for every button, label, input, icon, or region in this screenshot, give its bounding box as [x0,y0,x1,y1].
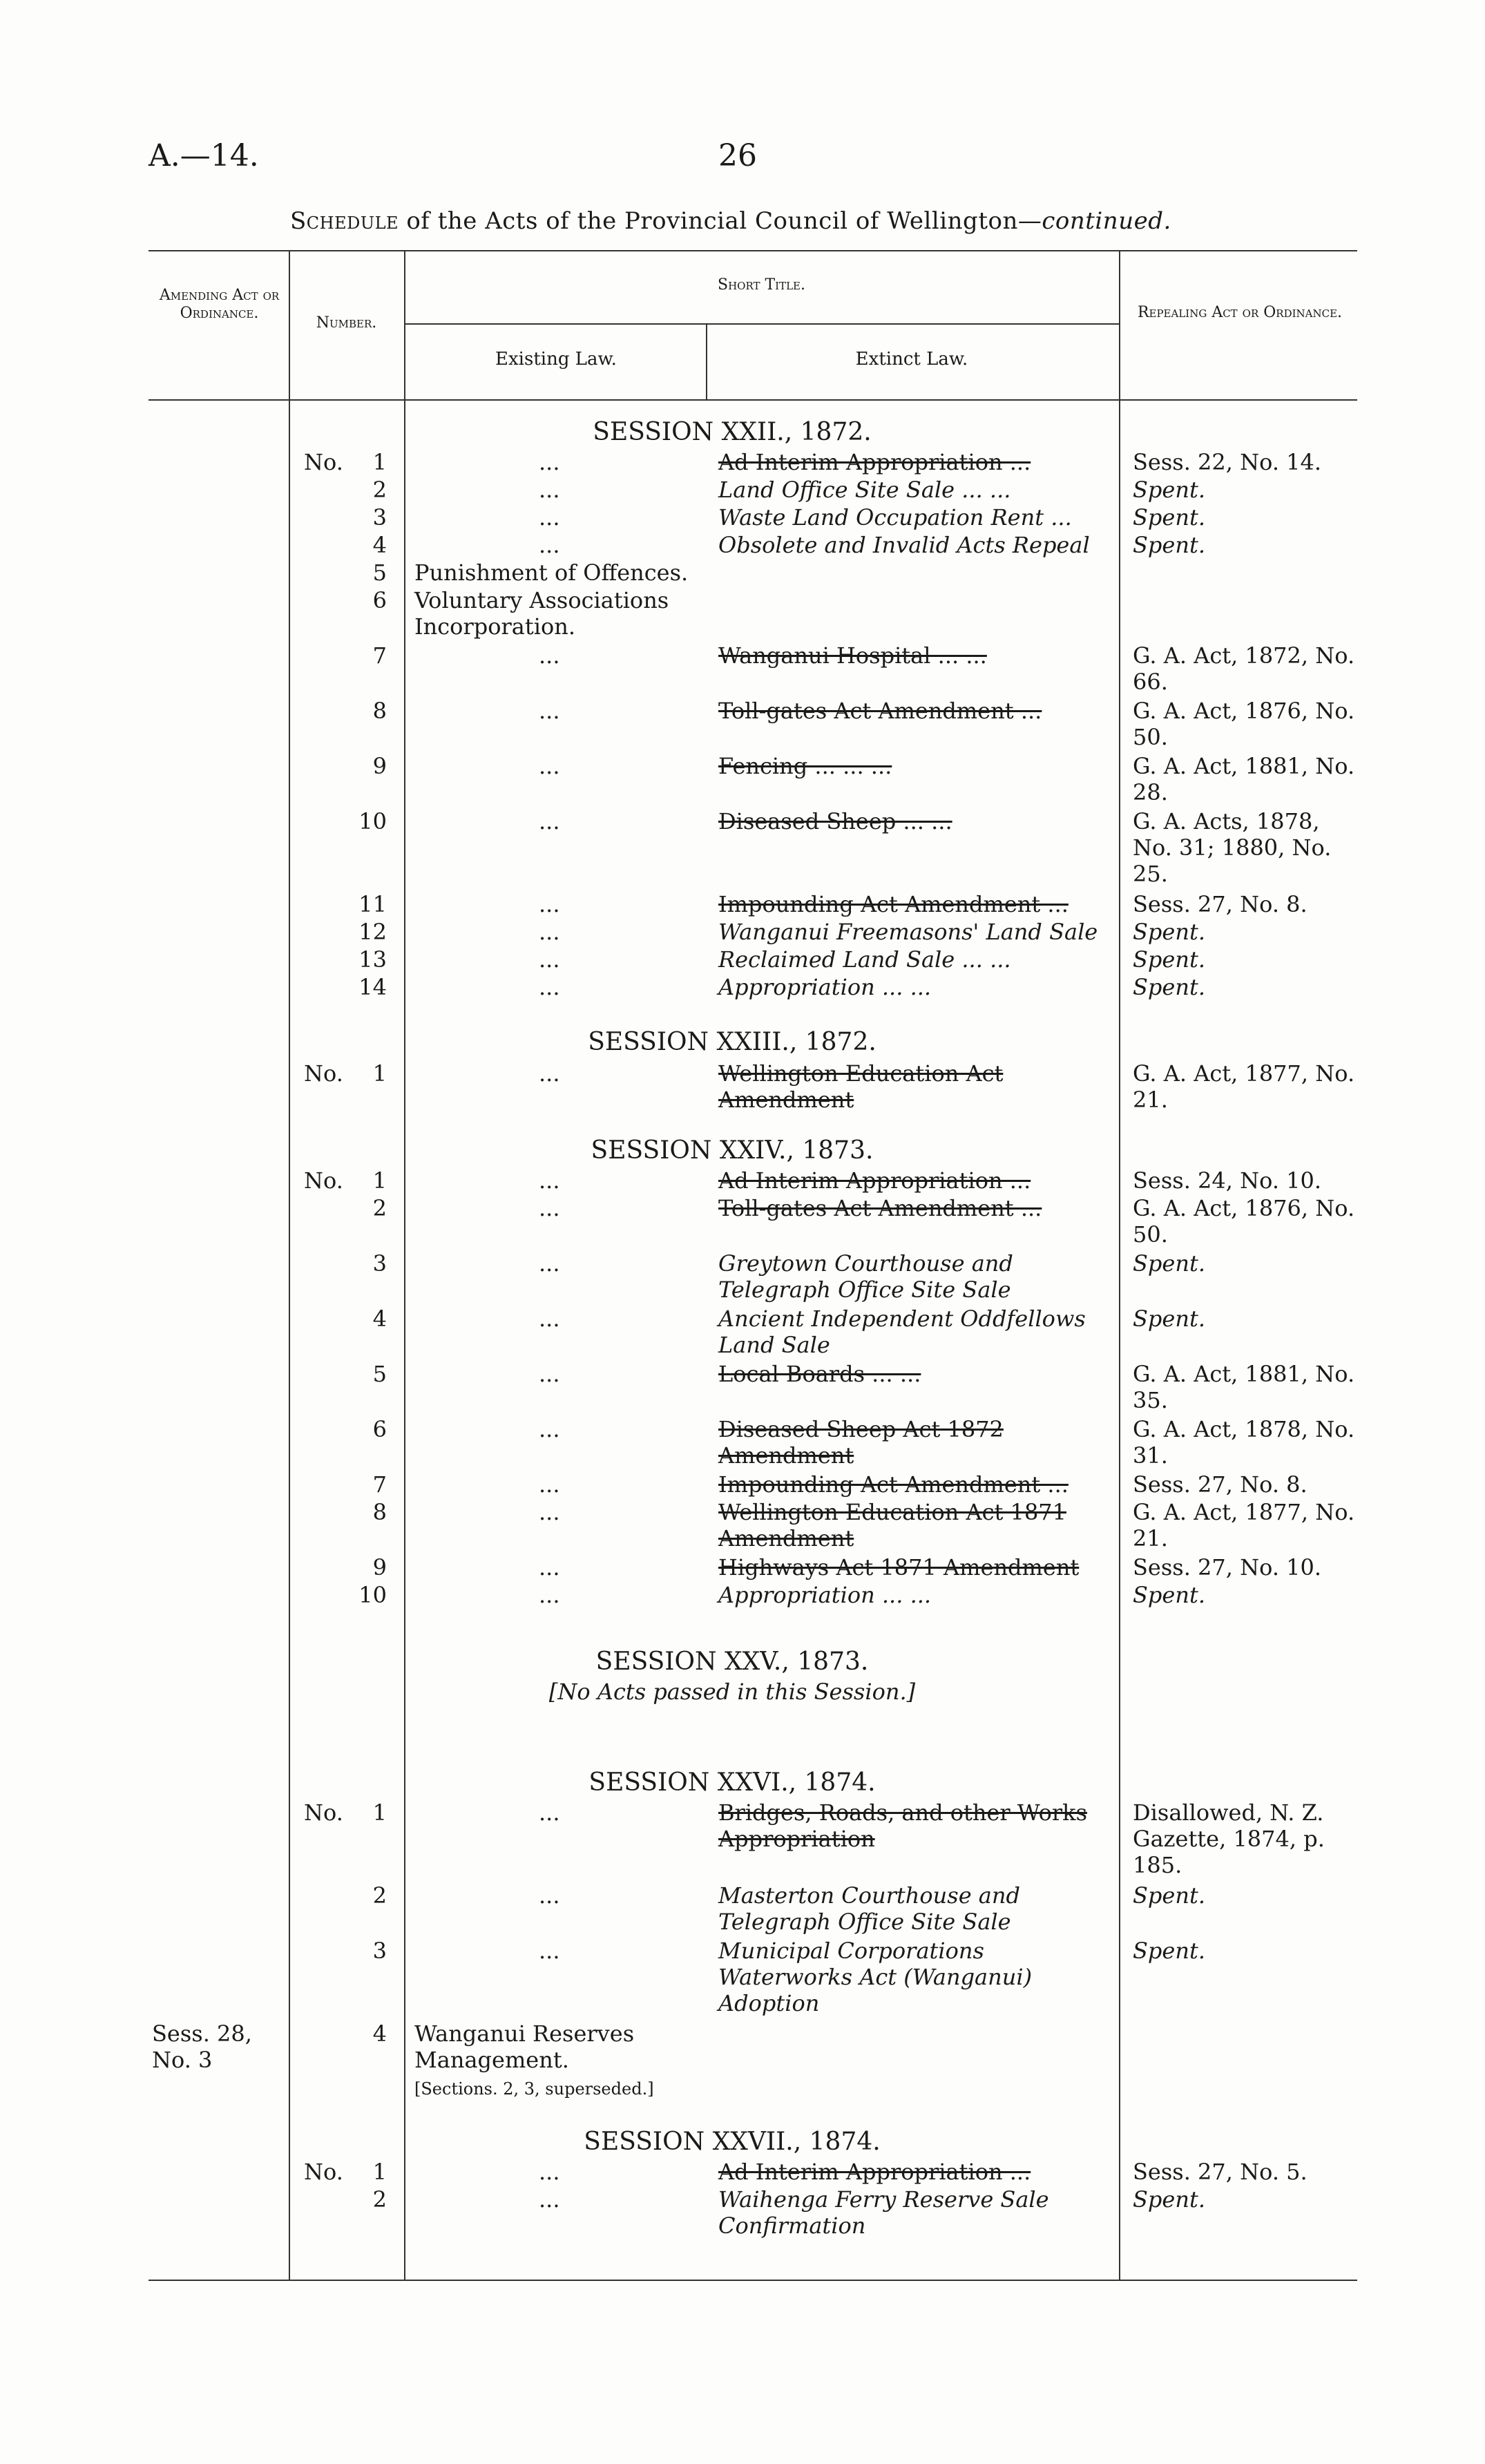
dots: ... [539,1195,560,1221]
repealing-act: Spent. [1133,919,1205,945]
repealing-act: Sess. 27, No. 8. [1133,891,1307,917]
dots: ... [539,642,560,669]
session-heading: SESSION XXIII., 1872. [588,1028,876,1056]
extinct-title: Ad Interim Appropriation ... [718,2159,1031,2185]
repealing-act: Disallowed, N. Z. Gazette, 1874, p. 185. [1133,1799,1325,1878]
dots: ... [539,1060,560,1087]
extinct-title: Municipal Corporations Waterworks Act (Wanganui) Adoption [718,1938,1033,2016]
page-number: 26 [718,138,757,173]
dots: ... [539,1799,560,1826]
extinct-title: Bridges, Roads, and other Works Appropriation [718,1799,1087,1852]
table-top-rule [148,250,1357,251]
no-label: No. [304,2159,343,2185]
dots: ... [539,753,560,779]
dots: ... [539,532,560,558]
dots: ... [539,698,560,724]
dots: ... [539,477,560,503]
dots: ... [539,2159,560,2185]
caption-continued: continued. [1042,207,1171,235]
dots: ... [539,1416,560,1442]
repealing-act: Spent. [1133,2186,1205,2213]
repealing-act: G. A. Act, 1878, No. 31. [1133,1416,1355,1469]
act-number: 1 [372,1167,387,1194]
no-label: No. [304,1799,343,1826]
repealing-act: G. A. Act, 1872, No. 66. [1133,642,1355,695]
act-number: 14 [358,974,387,1000]
repealing-act: G. A. Act, 1877, No. 21. [1133,1060,1355,1113]
repealing-act: Sess. 27, No. 5. [1133,2159,1307,2185]
act-number: 2 [372,477,387,503]
session-heading: SESSION XXVII., 1874. [584,2128,881,2156]
extinct-title: Diseased Sheep ... ... [718,808,952,834]
dots: ... [539,1306,560,1332]
act-number: 2 [372,1195,387,1221]
repealing-act: G. A. Acts, 1878, No. 31; 1880, No. 25. [1133,808,1332,887]
repealing-act: Spent. [1133,946,1205,973]
repealing-act: G. A. Act, 1876, No. 50. [1133,698,1355,750]
extinct-title: Toll-gates Act Amendment ... [718,1195,1042,1221]
col-divider-4 [1119,250,1120,2280]
dots: ... [539,2186,560,2213]
dots: ... [539,1361,560,1387]
col-amending: Amending Act or Ordinance. [159,287,280,322]
caption-schedule-word: Schedule [290,207,399,235]
short-title-rule [404,323,1119,325]
extinct-title: Waihenga Ferry Reserve Sale Confirmation [718,2186,1049,2239]
dots: ... [539,1167,560,1194]
table-bottom-rule [148,2280,1357,2281]
col-number: Number. [316,314,377,332]
act-number: 10 [358,808,387,834]
act-number: 1 [372,1060,387,1087]
dots: ... [539,1938,560,1964]
act-number: 4 [372,532,387,558]
extinct-title: Ad Interim Appropriation ... [718,449,1031,475]
dots: ... [539,891,560,917]
act-number: 2 [372,1882,387,1909]
document-ref: A.—14. [148,138,259,173]
session-heading: SESSION XXVI., 1874. [588,1768,876,1797]
repealing-act: Spent. [1133,477,1205,503]
repealing-act: Spent. [1133,1250,1205,1277]
col-extinct: Extinct Law. [855,349,968,370]
no-label: No. [304,1167,343,1194]
act-number: 9 [372,1554,387,1580]
col-short-title: Short Title. [718,276,805,294]
repealing-act: Spent. [1133,504,1205,531]
existing-title: Punishment of Offences. [414,560,689,586]
act-number: 1 [372,1799,387,1826]
extinct-title: Diseased Sheep Act 1872 Amendment [718,1416,1004,1469]
amending-act: Sess. 28, No. 3 [152,2021,252,2073]
repealing-act: Spent. [1133,1938,1205,1964]
extinct-title: Reclaimed Land Sale ... ... [718,946,1011,973]
repealing-act: Spent. [1133,1582,1205,1608]
header-bottom-rule [148,399,1357,401]
session-note: [No Acts passed in this Session.] [548,1679,916,1705]
schedule-caption [290,207,1171,235]
dots: ... [539,1499,560,1525]
repealing-act: Sess. 22, No. 14. [1133,449,1322,475]
act-number: 12 [358,919,387,945]
existing-title: Voluntary Associations Incorporation. [414,587,669,640]
session-heading: SESSION XXIV., 1873. [591,1136,874,1165]
extinct-title: Land Office Site Sale ... ... [718,477,1011,503]
session-heading: SESSION XXV., 1873. [595,1648,869,1676]
col-divider-3 [706,325,707,399]
repealing-act: Sess. 24, No. 10. [1133,1167,1322,1194]
dots: ... [539,449,560,475]
dots: ... [539,919,560,945]
extinct-title: Obsolete and Invalid Acts Repeal [718,532,1090,558]
act-number: 1 [372,2159,387,2185]
dots: ... [539,1471,560,1498]
extinct-title: Appropriation ... ... [718,974,932,1000]
session-heading: SESSION XXII., 1872. [593,418,872,446]
repealing-act: G. A. Act, 1881, No. 28. [1133,753,1355,805]
extinct-title: Impounding Act Amendment ... [718,891,1069,917]
repealing-act: G. A. Act, 1877, No. 21. [1133,1499,1355,1551]
dots: ... [539,1882,560,1909]
repealing-act: Spent. [1133,974,1205,1000]
act-number: 8 [372,1499,387,1525]
act-number: 1 [372,449,387,475]
act-number: 5 [372,1361,387,1387]
act-number: 7 [372,1471,387,1498]
col-divider-2 [404,250,405,2280]
dots: ... [539,1250,560,1277]
col-divider-1 [289,250,290,2280]
dots: ... [539,1582,560,1608]
extinct-title: Waste Land Occupation Rent ... [718,504,1072,531]
no-label: No. [304,1060,343,1087]
col-existing: Existing Law. [495,349,617,370]
extinct-title: Appropriation ... ... [718,1582,932,1608]
dots: ... [539,946,560,973]
extinct-title: Ad Interim Appropriation ... [718,1167,1031,1194]
act-number: 4 [372,2021,387,2047]
extinct-title: Greytown Courthouse and Telegraph Office Site Sale [718,1250,1013,1303]
extinct-title: Wanganui Freemasons' Land Sale [718,919,1098,945]
act-number: 10 [358,1582,387,1608]
extinct-title: Impounding Act Amendment ... [718,1471,1069,1498]
dots: ... [539,808,560,834]
act-number: 2 [372,2186,387,2213]
existing-note: [Sections. 2, 3, superseded.] [414,2079,654,2099]
dots: ... [539,974,560,1000]
repealing-act: G. A. Act, 1881, No. 35. [1133,1361,1355,1413]
dots: ... [539,1554,560,1580]
act-number: 5 [372,560,387,586]
repealing-act: Spent. [1133,532,1205,558]
extinct-title: Ancient Independent Oddfellows Land Sale [718,1306,1086,1358]
extinct-title: Wellington Education Act Amendment [718,1060,1004,1113]
extinct-title: Wanganui Hospital ... ... [718,642,987,669]
repealing-act: G. A. Act, 1876, No. 50. [1133,1195,1355,1248]
col-repealing: Repealing Act or Ordinance. [1137,304,1343,321]
no-label: No. [304,449,343,475]
act-number: 3 [372,1938,387,1964]
act-number: 4 [372,1306,387,1332]
extinct-title: Toll-gates Act Amendment ... [718,698,1042,724]
repealing-act: Sess. 27, No. 8. [1133,1471,1307,1498]
existing-title: Wanganui Reserves Management. [414,2021,635,2073]
act-number: 3 [372,504,387,531]
dots: ... [539,504,560,531]
act-number: 6 [372,1416,387,1442]
extinct-title: Wellington Education Act 1871 Amendment [718,1499,1067,1551]
extinct-title: Highways Act 1871 Amendment [718,1554,1080,1580]
act-number: 7 [372,642,387,669]
act-number: 11 [358,891,387,917]
act-number: 6 [372,587,387,613]
extinct-title: Masterton Courthouse and Telegraph Office Site Sale [718,1882,1020,1935]
act-number: 9 [372,753,387,779]
extinct-title: Fencing ... ... ... [718,753,892,779]
repealing-act: Spent. [1133,1882,1205,1909]
repealing-act: Spent. [1133,1306,1205,1332]
act-number: 8 [372,698,387,724]
act-number: 3 [372,1250,387,1277]
repealing-act: Sess. 27, No. 10. [1133,1554,1322,1580]
caption-text: of the Acts of the Provincial Council of Wellington— [399,207,1042,235]
act-number: 13 [358,946,387,973]
extinct-title: Local Boards ... ... [718,1361,921,1387]
